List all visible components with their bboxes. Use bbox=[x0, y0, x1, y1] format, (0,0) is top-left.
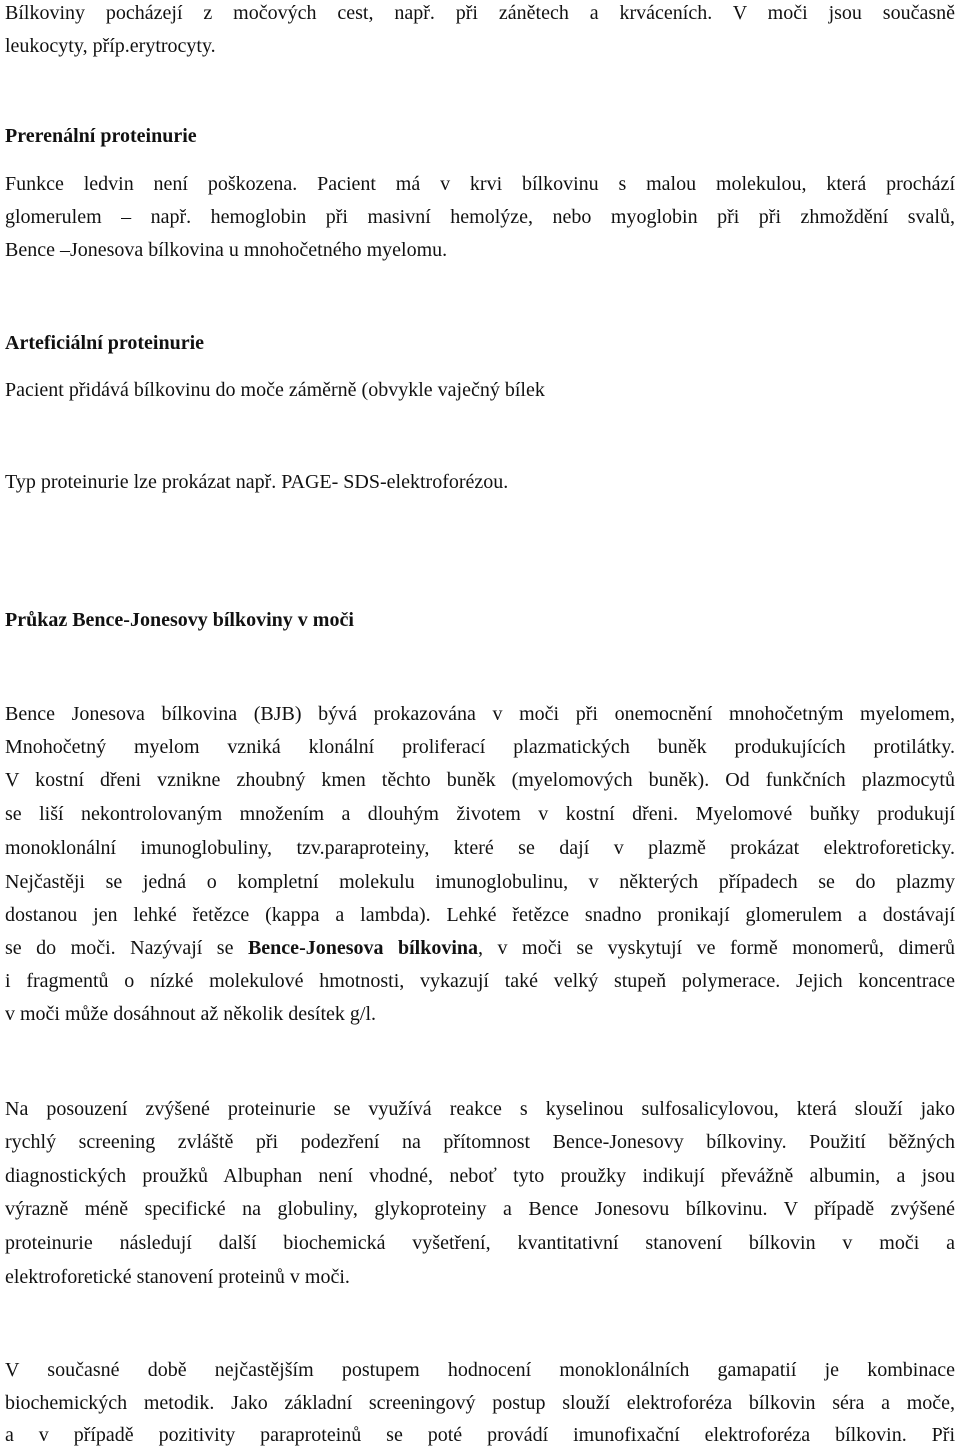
paragraph-line: v moči může dosáhnout až několik desítek g/l. bbox=[5, 1003, 377, 1025]
paragraph-line: výrazně méně specifické na globuliny, glykoproteiny a Bence Jonesovu bílkovinu. V případě zvýšené bbox=[5, 1198, 955, 1220]
paragraph-line: proteinurie následují další biochemická vyšetření, kvantitativní stanovení bílkovin v moči a bbox=[5, 1232, 955, 1254]
section-heading-prerenal: Prerenální proteinurie bbox=[5, 125, 197, 147]
paragraph-line: Funkce ledvin není poškozena. Pacient má v krvi bílkovinu s malou molekulou, která prochází bbox=[5, 173, 955, 195]
paragraph-line: Na posouzení zvýšené proteinurie se využívá reakce s kyselinou sulfosalicylovou, která slouží jako bbox=[5, 1098, 955, 1120]
paragraph-line: i fragmentů o nízké molekulové hmotnosti, vykazují také velký stupeň polymerace. Jejich koncentrace bbox=[5, 970, 955, 992]
section-heading-bence-jones: Průkaz Bence-Jonesovy bílkoviny v moči bbox=[5, 609, 354, 631]
paragraph-line: Pacient přidává bílkovinu do moče záměrně (obvykle vaječný bílek bbox=[5, 379, 545, 401]
paragraph-line: leukocyty, příp.erytrocyty. bbox=[5, 35, 216, 57]
paragraph-line: monoklonální imunoglobuliny, tzv.paraproteiny, které se dají v plazmě prokázat elektroforeticky. bbox=[5, 837, 955, 859]
text-run: se do moči. Nazývají se bbox=[5, 937, 248, 959]
paragraph-line: V kostní dřeni vznikne zhoubný kmen těchto buněk (myelomových buněk). Od funkčních plazmocytů bbox=[5, 769, 955, 791]
bold-term: Bence-Jonesova bílkovina bbox=[247, 937, 479, 959]
paragraph-line: dostanou jen lehké řetězce (kappa a lambda). Lehké řetězce snadno pronikají glomerulem a dostávají bbox=[5, 904, 955, 926]
paragraph-line: elektroforetické stanovení proteinů v moči. bbox=[5, 1266, 350, 1288]
paragraph-line: Bence Jonesova bílkovina (BJB) bývá prokazována v moči při onemocnění mnohočetným myelomem, bbox=[5, 703, 955, 725]
paragraph-line: Bence –Jonesova bílkovina u mnohočetného myelomu. bbox=[5, 239, 448, 261]
paragraph-line: Nejčastěji se jedná o kompletní molekulu imunoglobulinu, v některých případech se do plazmy bbox=[5, 871, 955, 893]
paragraph-line: se liší nekontrolovaným množením a dlouhým životem v kostní dřeni. Myelomové buňky produkují bbox=[5, 803, 955, 825]
paragraph-line: a v případě pozitivity paraproteinů se poté provádí imunofixační elektroforéza bílkovin. Při bbox=[5, 1424, 955, 1446]
paragraph-line: glomerulem – např. hemoglobin při masivní hemolýze, nebo myoglobin při při zhmoždění svalů, bbox=[5, 206, 955, 228]
paragraph-line: Mnohočetný myelom vzniká klonální proliferací plazmatických buněk produkujících protilátky. bbox=[5, 736, 955, 758]
paragraph-line: diagnostických proužků Albuphan není vhodné, neboť tyto proužky indikují převážně albumin, a jsou bbox=[5, 1165, 955, 1187]
paragraph-line-with-bold bbox=[5, 935, 955, 961]
section-heading-artificial: Arteficiální proteinurie bbox=[5, 332, 205, 354]
paragraph-line: Typ proteinurie lze prokázat např. PAGE- SDS-elektroforézou. bbox=[5, 471, 509, 493]
paragraph-line: biochemických metodik. Jako základní screeningový postup slouží elektroforéza bílkovin séra a moče, bbox=[5, 1392, 955, 1414]
paragraph-line: rychlý screening zvláště při podezření na přítomnost Bence-Jonesovy bílkoviny. Použití běžných bbox=[5, 1131, 955, 1153]
text-run: , v moči se vyskytují ve formě monomerů, dimerů bbox=[478, 937, 955, 959]
paragraph-line: Bílkoviny pocházejí z močových cest, např. při zánětech a krváceních. V moči jsou současně bbox=[5, 2, 955, 24]
paragraph-line: V současné době nejčastějším postupem hodnocení monoklonálních gamapatií je kombinace bbox=[5, 1359, 955, 1381]
